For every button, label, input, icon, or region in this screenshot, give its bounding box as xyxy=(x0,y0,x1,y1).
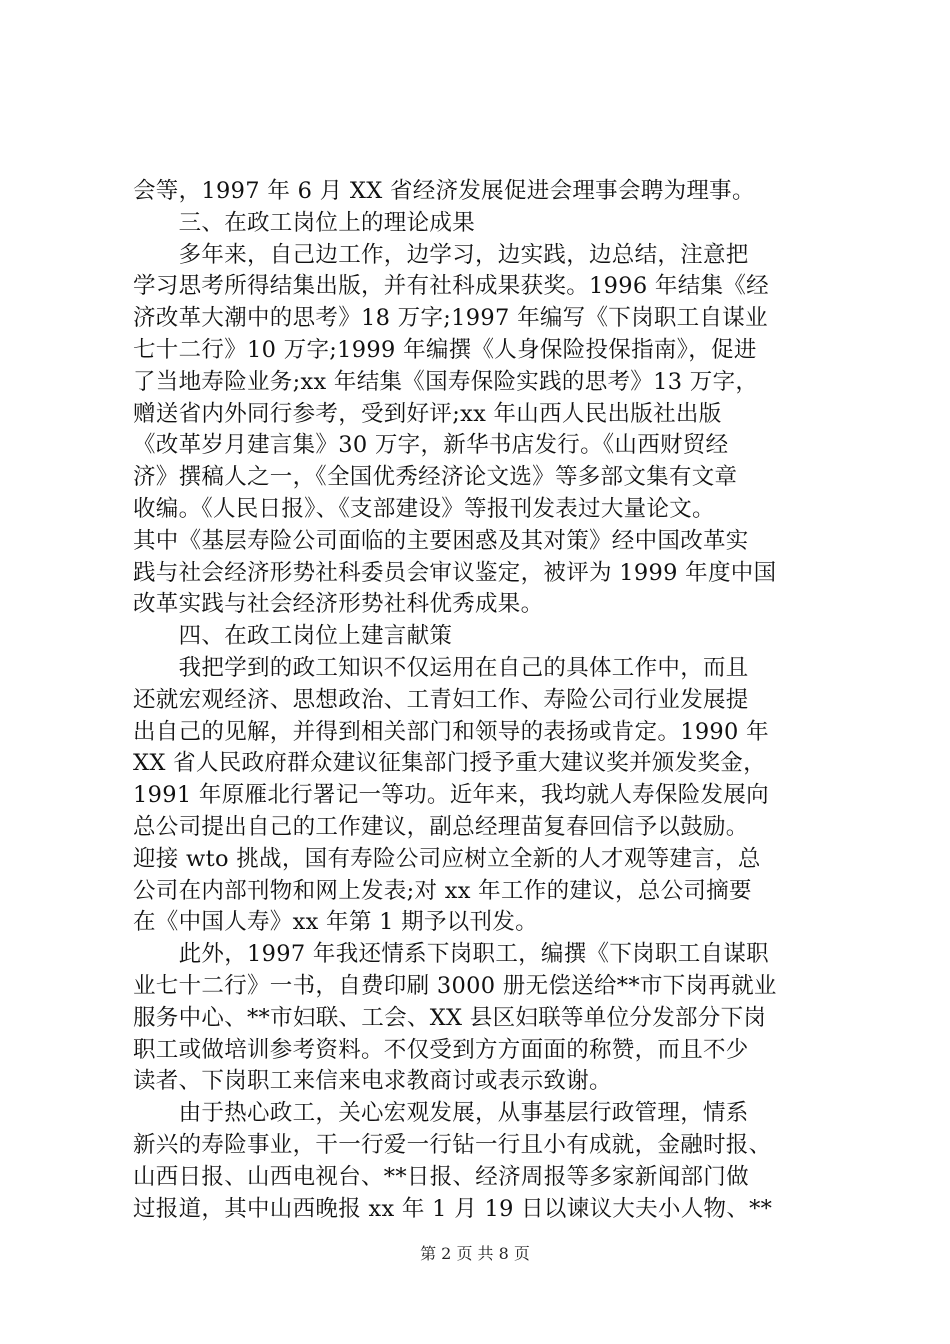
text-line: 读者、下岗职工来信来电求教商讨或表示致谢。 xyxy=(133,1068,612,1095)
text-line: 出自己的见解，并得到相关部门和领导的表扬或肯定。1990 年 xyxy=(133,718,769,745)
text-line: 1991 年原雁北行署记一等功。近年来，我均就人寿保险发展向 xyxy=(133,782,769,809)
text-line: 山西日报、山西电视台、**日报、经济周报等多家新闻部门做 xyxy=(133,1163,749,1190)
text-line: 职工或做培训参考资料。不仅受到方方面面的称赞，而且不少 xyxy=(133,1036,749,1063)
text-line: 迎接 wto 挑战，国有寿险公司应树立全新的人才观等建言，总 xyxy=(133,845,761,872)
text-line: 其中《基层寿险公司面临的主要困惑及其对策》经中国改革实 xyxy=(133,527,749,554)
body-text xyxy=(133,176,823,1225)
text-line: 业七十二行》一书，自费印刷 3000 册无偿送给**市下岗再就业 xyxy=(133,972,777,999)
text-line: 《改革岁月建言集》30 万字，新华书店发行。《山西财贸经 xyxy=(133,432,729,459)
text-line: 收编。《人民日报》、《支部建设》等报刊发表过大量论文。 xyxy=(133,495,715,522)
text-line: 过报道，其中山西晚报 xx 年 1 月 19 日以谏议大夫小人物、** xyxy=(133,1195,773,1222)
text-line: 改革实践与社会经济形势社科优秀成果。 xyxy=(133,591,544,618)
text-line: 公司在内部刊物和网上发表;对 xx 年工作的建议，总公司摘要 xyxy=(133,877,752,904)
text-line: 了当地寿险业务;xx 年结集《国寿保险实践的思考》13 万字， xyxy=(133,368,759,395)
text-line: 济》撰稿人之一，《全国优秀经济论文选》等多部文集有文章 xyxy=(133,464,738,491)
text-line: 学习思考所得结集出版，并有社科成果获奖。1996 年结集《经 xyxy=(133,273,769,300)
text-line: 新兴的寿险事业，干一行爱一行钻一行且小有成就，金融时报、 xyxy=(133,1131,772,1158)
text-line: XX 省人民政府群众建议征集部门授予重大建议奖并颁发奖金， xyxy=(133,750,766,777)
text-line: 由于热心政工，关心宏观发展，从事基层行政管理，情系 xyxy=(133,1100,749,1127)
text-line: 多年来，自己边工作，边学习，边实践，边总结，注意把 xyxy=(133,241,749,268)
text-line: 济改革大潮中的思考》18 万字;1997 年编写《下岗职工自谋业 xyxy=(133,305,768,332)
text-line: 总公司提出自己的工作建议，副总经理苗复春回信予以鼓励。 xyxy=(133,813,749,840)
section-heading: 三、在政工岗位上的理论成果 xyxy=(133,209,476,236)
text-line: 七十二行》10 万字;1999 年编撰《人身保险投保指南》，促进 xyxy=(133,336,757,363)
text-line: 服务中心、**市妇联、工会、XX 县区妇联等单位分发部分下岗 xyxy=(133,1004,767,1031)
section-heading: 四、在政工岗位上建言献策 xyxy=(133,623,453,650)
text-line: 在《中国人寿》xx 年第 1 期予以刊发。 xyxy=(133,909,538,936)
text-line: 我把学到的政工知识不仅运用在自己的具体工作中，而且 xyxy=(133,654,749,681)
text-line: 会等，1997 年 6 月 XX 省经济发展促进会理事会聘为理事。 xyxy=(133,178,755,204)
text-line: 践与社会经济形势社科委员会审议鉴定，被评为 1999 年度中国 xyxy=(133,559,777,586)
text-line: 此外，1997 年我还情系下岗职工，编撰《下岗职工自谋职 xyxy=(133,941,769,968)
text-line: 还就宏观经济、思想政治、工青妇工作、寿险公司行业发展提 xyxy=(133,686,749,713)
page-number-footer: 第 2 页 共 8 页 xyxy=(420,1244,530,1263)
text-line: 赠送省内外同行参考，受到好评;xx 年山西人民出版社出版 xyxy=(133,400,722,427)
